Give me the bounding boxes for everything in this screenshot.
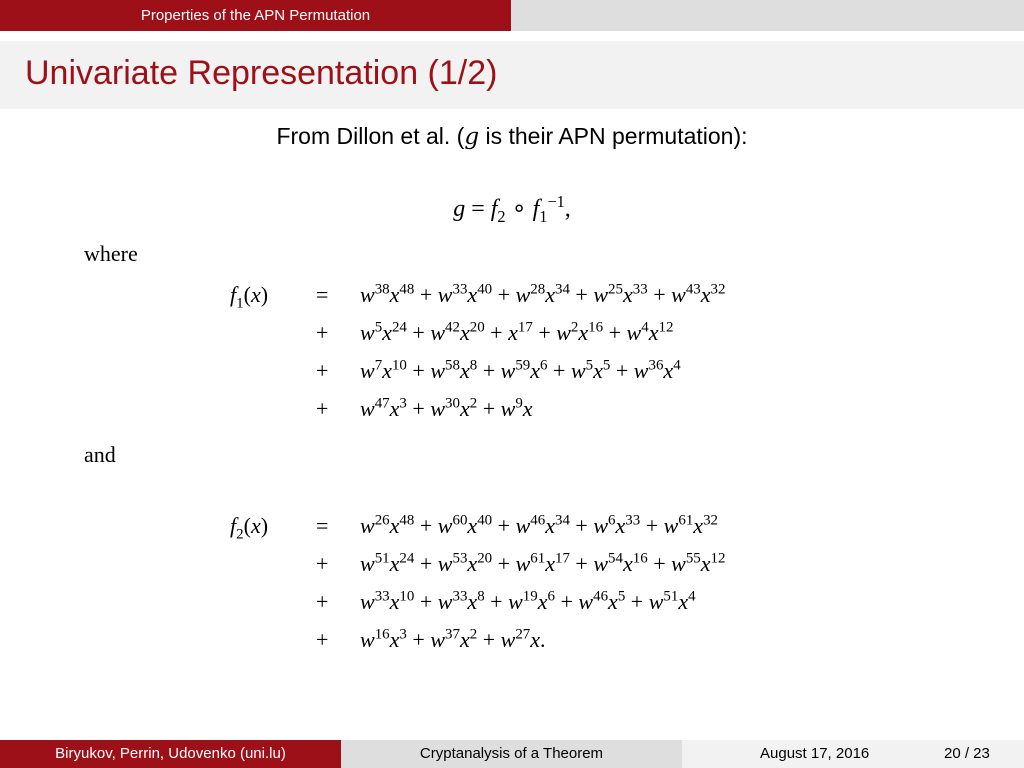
polynomial-term: $w^{58}x^8$ xyxy=(430,357,478,383)
f2-line-terms: $w^{26}x^{48} + w^{60}x^{40} + w^{46}x^{34} + w^6x^{33} + w^{61}x^{32}$ xyxy=(360,512,719,538)
footer-date: August 17, 2016 xyxy=(760,745,870,762)
polynomial-term: $w^{30}x^2$ xyxy=(430,395,478,421)
polynomial-term: $w^6x^{33}$ xyxy=(593,512,641,538)
polynomial-term: $w^{47}x^3$ xyxy=(360,395,407,421)
top-navigation-bar xyxy=(0,0,1024,31)
f2-line-terms: $w^{33}x^{10} + w^{33}x^8 + w^{19}x^6 + w^{46}x^5 + w^{51}x^4$ xyxy=(360,588,696,614)
f1-lhs: $f_1(x)$ xyxy=(230,282,269,312)
polynomial-term: $w^{61}x^{17}$ xyxy=(515,550,570,576)
polynomial-term: $w^{25}x^{33}$ xyxy=(593,281,648,307)
f1-line-terms: $w^{47}x^3 + w^{30}x^2 + w^9x$ xyxy=(360,395,533,421)
polynomial-term: $w^{43}x^{32}$ xyxy=(671,281,726,307)
f2-line-terms: $w^{51}x^{24} + w^{53}x^{20} + w^{61}x^{17} + w^{54}x^{16} + w^{55}x^{12}$ xyxy=(360,550,726,576)
polynomial-term: $w^{19}x^6$ xyxy=(508,588,555,614)
polynomial-term: $w^4x^{12}$ xyxy=(626,319,674,345)
footer-bar xyxy=(0,740,1024,768)
polynomial-term: $w^{38}x^{48}$ xyxy=(360,281,415,307)
f1-line-terms: $w^{38}x^{48} + w^{33}x^{40} + w^{28}x^{34} + w^{25}x^{33} + w^{43}x^{32}$ xyxy=(360,281,726,307)
composition-equation: $g = f_2$ ∘ $f_1^{-1}$, xyxy=(453,192,571,226)
polynomial-term: $w^{36}x^4$ xyxy=(633,357,681,383)
polynomial-term: $w^{46}x^5$ xyxy=(578,588,626,614)
polynomial-term: $w^5x^5$ xyxy=(570,357,611,383)
section-tab[interactable]: Properties of the APN Permutation xyxy=(0,0,511,31)
f2-lhs: $f_2(x)$ xyxy=(230,513,269,543)
polynomial-term: $w^{60}x^{40}$ xyxy=(437,512,493,538)
footer-authors[interactable]: Biryukov, Perrin, Udovenko (uni.lu) xyxy=(0,740,341,768)
f2-line-operator: = xyxy=(316,513,329,538)
polynomial-term: $w^{16}x^3$ xyxy=(360,626,407,652)
polynomial-term: $w^{59}x^6$ xyxy=(500,357,548,383)
f1-line-operator: + xyxy=(316,320,329,345)
f1-line-terms: $w^7x^{10} + w^{58}x^8 + w^{59}x^6 + w^5x^5 + w^{36}x^4$ xyxy=(360,357,681,383)
polynomial-term: $w^{51}x^4$ xyxy=(648,588,696,614)
f2-final-period: . xyxy=(540,627,546,652)
polynomial-term: $w^{54}x^{16}$ xyxy=(593,550,648,576)
footer-talk-title[interactable]: Cryptanalysis of a Theorem xyxy=(341,740,682,768)
frame-title-bar xyxy=(0,41,1024,109)
polynomial-term: $w^{61}x^{32}$ xyxy=(663,512,719,538)
intro-sentence xyxy=(0,123,1024,150)
intro-variable-g: g xyxy=(464,124,480,150)
polynomial-term: $w^2x^{16}$ xyxy=(556,319,604,345)
polynomial-term: $w^{42}x^{20}$ xyxy=(430,319,485,345)
f2-line-operator: + xyxy=(316,589,329,614)
intro-text-before: From Dillon et al. ( xyxy=(276,123,465,149)
f2-line-operator: + xyxy=(316,551,329,576)
polynomial-term: $w^{28}x^{34}$ xyxy=(515,281,570,307)
f1-line-operator: = xyxy=(316,282,329,307)
f1-line-operator: + xyxy=(316,358,329,383)
f2-line-operator: + xyxy=(316,627,329,652)
polynomial-term: $w^{37}x^2$ xyxy=(430,626,478,652)
polynomial-term: $w^{55}x^{12}$ xyxy=(671,550,726,576)
polynomial-term: $w^{53}x^{20}$ xyxy=(437,550,493,576)
polynomial-term: $w^{33}x^8$ xyxy=(437,588,485,614)
polynomial-term: $w^5x^{24}$ xyxy=(360,319,407,345)
where-text: where xyxy=(84,241,138,266)
polynomial-term: $x^{17}$ xyxy=(508,319,533,345)
polynomial-term: $w^{51}x^{24}$ xyxy=(360,550,415,576)
and-text: and xyxy=(84,442,116,467)
polynomial-term: $w^{46}x^{34}$ xyxy=(515,512,570,538)
slide-title: Univariate Representation (1/2) xyxy=(25,54,498,92)
footer-info xyxy=(682,740,1024,768)
polynomial-term: $w^{27}x$ xyxy=(500,626,541,652)
polynomial-term: $w^{33}x^{10}$ xyxy=(360,588,415,614)
f1-line-terms: $w^5x^{24} + w^{42}x^{20} + x^{17} + w^2x^{16} + w^4x^{12}$ xyxy=(360,319,674,345)
polynomial-term: $w^7x^{10}$ xyxy=(360,357,407,383)
footer-page-number[interactable]: 20 / 23 xyxy=(944,745,990,762)
f2-line-terms: $w^{16}x^3 + w^{37}x^2 + w^{27}x$. xyxy=(360,626,546,652)
intro-text-after: is their APN permutation): xyxy=(479,123,748,149)
polynomial-term: $w^9x$ xyxy=(500,395,533,421)
polynomial-term: $w^{26}x^{48}$ xyxy=(360,512,415,538)
polynomial-term: $w^{33}x^{40}$ xyxy=(437,281,493,307)
f1-line-operator: + xyxy=(316,396,329,421)
